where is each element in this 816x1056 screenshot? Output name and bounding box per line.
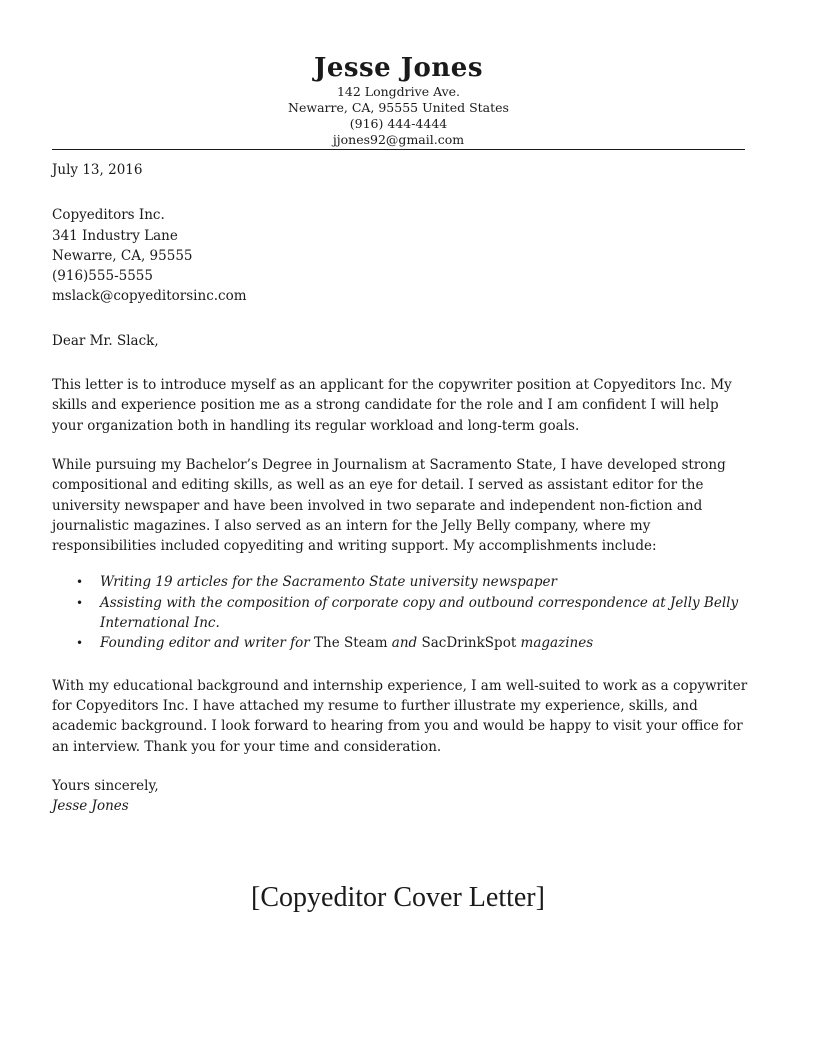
- sender-phone: (916) 444-4444: [349, 116, 448, 131]
- list-item: [76, 572, 752, 592]
- letterhead: [52, 52, 745, 148]
- recipient-street: 341 Industry Lane: [52, 227, 178, 244]
- recipient-email: mslack@copyeditorsinc.com: [52, 288, 247, 305]
- list-item-text-prefix: Founding editor and writer for: [100, 635, 315, 652]
- paragraph-background: While pursuing my Bachelor’s Degree in Journalism at Sacramento State, I have developed strong compositional and editing skills, as well as an eye for detail. I served as assistant editor for the university newspaper and have been involved in two separate and independent non-fiction and journalistic magazines. I also served as an intern for the Jelly Belly company, where my responsibilities included copyediting and writing support. My accomplishments include:: [52, 456, 726, 555]
- magazine-title: SacDrinkSpot: [421, 635, 517, 652]
- sender-city-line: Newarre, CA, 95555 United States: [288, 100, 509, 115]
- complimentary-close: Yours sincerely,: [52, 777, 159, 794]
- sender-street: 142 Longdrive Ave.: [336, 84, 461, 99]
- header-divider: [52, 149, 745, 150]
- document-caption: [Copyeditor Cover Letter]: [251, 882, 545, 913]
- salutation: Dear Mr. Slack,: [52, 332, 159, 349]
- recipient-company: Copyeditors Inc.: [52, 207, 165, 224]
- signature: Jesse Jones: [52, 798, 129, 815]
- sender-name: Jesse Jones: [314, 53, 483, 83]
- recipient-city-line: Newarre, CA, 95555: [52, 247, 193, 264]
- sender-email: jjones92@gmail.com: [332, 132, 465, 147]
- recipient-block: [52, 205, 752, 306]
- list-item-text-and: and: [387, 635, 422, 652]
- recipient-phone: (916)555-5555: [52, 268, 153, 285]
- magazine-title: The Steam: [314, 635, 388, 652]
- bullet-icon: •: [76, 636, 84, 651]
- list-item: [76, 633, 752, 653]
- paragraph-intro: This letter is to introduce myself as an applicant for the copywriter position at Copyeditors Inc. My skills and experience position me as a strong candidate for the role and I am confident I will help your organization both in handling its regular workload and long-term goals.: [52, 377, 732, 434]
- bullet-icon: •: [76, 575, 84, 590]
- accomplishments-list: [52, 572, 752, 653]
- bullet-icon: •: [76, 595, 84, 610]
- letter-date: July 13, 2016: [52, 162, 143, 178]
- paragraph-closing: With my educational background and internship experience, I am well-suited to work as a copywriter for Copyeditors Inc. I have attached my resume to further illustrate my experience, skills, and academic background. I look forward to hearing from you and would be happy to visit your office for an interview. Thank you for your time and consideration.: [52, 677, 748, 755]
- list-item: [76, 593, 752, 634]
- list-item-text-suffix: magazines: [516, 635, 594, 652]
- letter-body: [52, 160, 752, 816]
- list-item-text: Writing 19 articles for the Sacramento State university newspaper: [100, 574, 557, 591]
- list-item-text: Assisting with the composition of corporate copy and outbound correspondence at Jelly Belly International Inc.: [100, 594, 739, 632]
